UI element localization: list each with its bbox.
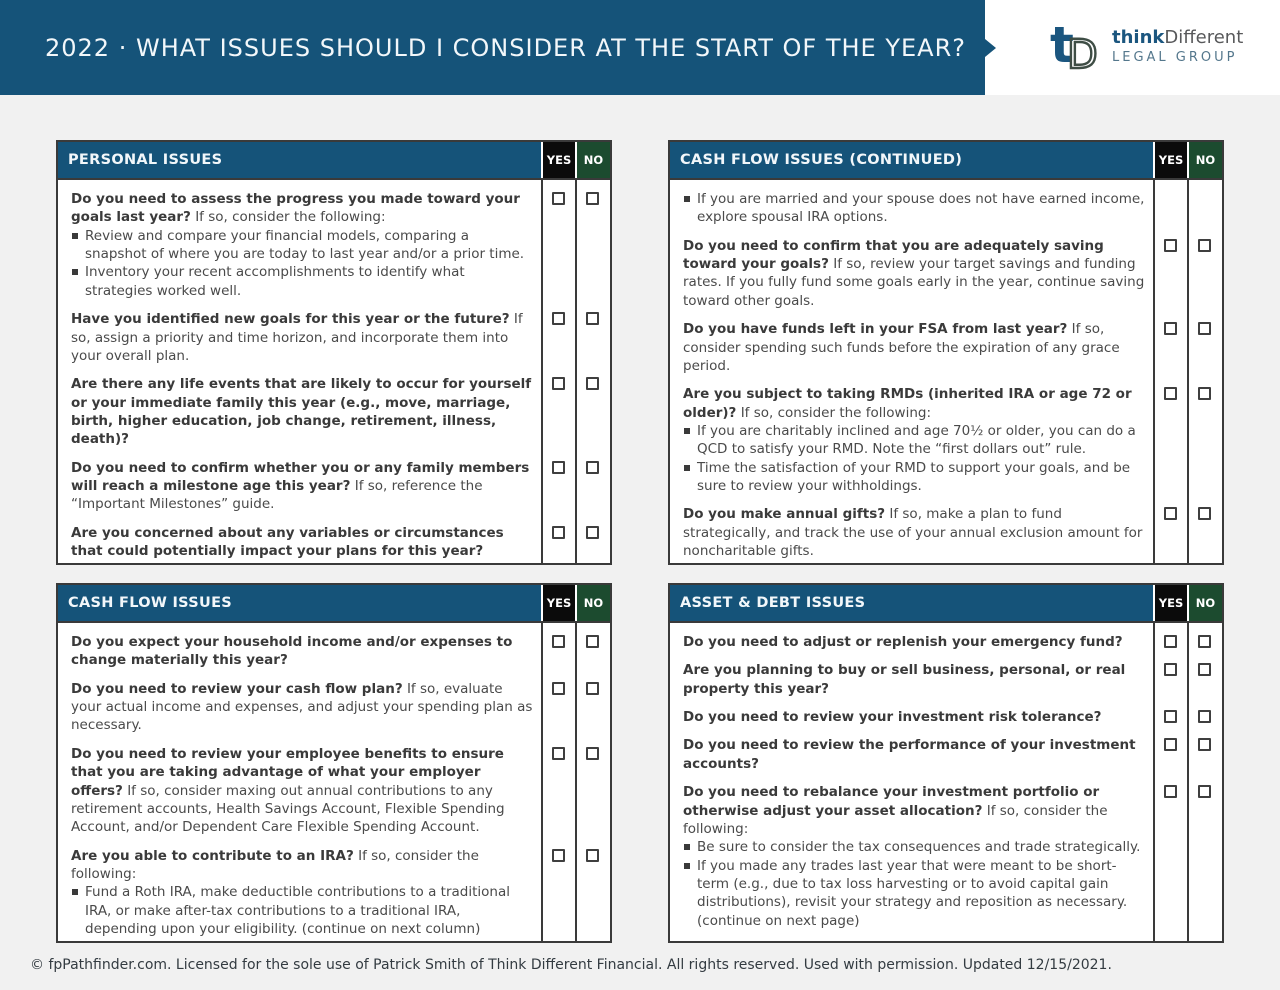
no-column-header: NO	[575, 585, 610, 621]
no-checkbox[interactable]	[586, 849, 599, 862]
question-text	[58, 454, 541, 519]
brand-logo	[1050, 18, 1243, 76]
yes-checkbox[interactable]	[1164, 322, 1177, 335]
question-bold: Do you need to review your investment risk tolerance?	[683, 709, 1102, 726]
sub-bullet	[683, 190, 1145, 227]
question-row	[670, 315, 1222, 380]
column-divider	[1153, 180, 1155, 563]
panel-body-cash-flow-issues	[58, 623, 610, 941]
no-checkbox[interactable]	[1198, 387, 1211, 400]
no-cell	[1187, 315, 1222, 335]
question-detail: If so, consider the following:	[683, 802, 1108, 837]
no-cell	[1187, 500, 1222, 520]
column-divider	[1187, 180, 1189, 563]
column-divider	[575, 180, 577, 563]
no-cell	[1187, 628, 1222, 648]
bullet-text: Inventory your recent accomplishments to identify what strategies worked well.	[85, 264, 465, 299]
title-banner	[0, 0, 985, 95]
yes-cell	[541, 740, 575, 760]
bullet-text: If you are charitably inclined and age 70½ or older, you can do a QCD to satisfy your RMD. Note the “first dollars out” rule.	[697, 422, 1136, 458]
yes-checkbox[interactable]	[1164, 387, 1177, 400]
no-checkbox[interactable]	[586, 377, 599, 390]
question-row	[670, 703, 1222, 731]
yes-cell	[541, 675, 575, 695]
question-text	[58, 305, 541, 370]
bullet-square-icon	[684, 465, 690, 471]
question-text	[670, 656, 1153, 703]
yes-cell	[1153, 656, 1187, 676]
bullet-text: Be sure to consider the tax consequences and trade strategically.	[697, 839, 1141, 856]
question-bold: Do you need to adjust or replenish your emergency fund?	[683, 634, 1123, 650]
panel-title: ASSET & DEBT ISSUES	[670, 585, 1153, 621]
sub-bullet	[683, 422, 1145, 459]
question-row	[58, 842, 610, 941]
bullet-square-icon	[684, 428, 690, 434]
yes-checkbox[interactable]	[1164, 239, 1177, 252]
question-detail: If so, consider the following:	[740, 404, 932, 421]
panel-title: CASH FLOW ISSUES	[58, 585, 541, 621]
bullet-square-icon	[684, 844, 690, 850]
no-cell	[575, 305, 610, 325]
no-cell	[575, 628, 610, 648]
no-checkbox[interactable]	[586, 682, 599, 695]
no-cell	[575, 370, 610, 390]
question-text	[58, 842, 541, 941]
question-row	[670, 731, 1222, 778]
question-text	[670, 703, 1153, 731]
question-bold: Do you need to review your cash flow plan?	[71, 680, 403, 697]
no-checkbox[interactable]	[1198, 738, 1211, 751]
question-detail: If so, assign a priority and time horizon, and incorporate them into your overall plan.	[71, 311, 523, 364]
license-footer: © fpPathfinder.com. Licensed for the sole use of Patrick Smith of Think Different Financial. All rights reserved. Used with permission. Updated 12/15/2021.	[30, 957, 1112, 973]
no-cell	[1187, 656, 1222, 676]
yes-cell	[1153, 731, 1187, 751]
bullet-text: If you are married and your spouse does not have earned income, explore spousal IRA options.	[697, 191, 1145, 226]
no-cell	[575, 454, 610, 474]
question-row	[58, 185, 610, 305]
question-text	[670, 380, 1153, 500]
no-checkbox[interactable]	[586, 461, 599, 474]
question-text	[670, 778, 1153, 935]
question-text	[58, 628, 541, 675]
yes-checkbox[interactable]	[552, 526, 565, 539]
question-row	[670, 628, 1222, 656]
bullet-text: Time the satisfaction of your RMD to support your goals, and be sure to review your withholdings.	[697, 459, 1131, 495]
panel-body-cash-flow-issues-continued	[670, 180, 1222, 563]
question-text	[670, 315, 1153, 380]
yes-cell	[541, 305, 575, 325]
sub-bullet	[71, 227, 533, 264]
sub-bullet	[683, 857, 1145, 930]
no-checkbox[interactable]	[1198, 239, 1211, 252]
question-text	[58, 675, 541, 740]
header-bar	[0, 0, 1280, 95]
yes-cell	[1153, 703, 1187, 723]
question-row	[58, 519, 610, 563]
column-divider	[575, 623, 577, 941]
yes-cell	[541, 185, 575, 205]
yes-checkbox[interactable]	[1164, 710, 1177, 723]
question-text	[58, 519, 541, 563]
bullet-square-icon	[684, 863, 690, 869]
question-text	[58, 740, 541, 842]
question-row	[58, 305, 610, 370]
panel-cash-flow-issues-continued	[668, 140, 1224, 565]
bullet-square-icon	[684, 196, 690, 202]
panel-header-personal-issues	[58, 142, 610, 180]
yes-cell	[1153, 778, 1187, 798]
banner-arrow-icon	[985, 39, 996, 57]
question-detail: If so, consider the following:	[71, 847, 479, 882]
yes-checkbox[interactable]	[552, 747, 565, 760]
svg-text:D: D	[1067, 32, 1098, 76]
panel-cash-flow-issues	[56, 583, 612, 943]
no-cell	[575, 675, 610, 695]
yes-cell	[1153, 315, 1187, 335]
yes-checkbox[interactable]	[552, 635, 565, 648]
question-text	[670, 185, 1153, 232]
question-bold: Do you need to review your employee benefits to ensure that you are taking advantage of what your employer offers?	[71, 745, 504, 799]
question-text	[670, 232, 1153, 315]
no-cell	[1187, 778, 1222, 798]
question-text	[670, 628, 1153, 656]
no-cell	[575, 185, 610, 205]
question-row	[58, 370, 610, 453]
bullet-square-icon	[72, 233, 78, 239]
question-detail: If so, review your target savings and funding rates. If you fully fund some goals early in the year, continue saving toward other goals.	[683, 256, 1145, 309]
panel-asset-debt-issues	[668, 583, 1224, 943]
question-bold: Are you concerned about any variables or circumstances that could potentially impact your plans for this year?	[71, 524, 504, 560]
yes-cell	[541, 519, 575, 539]
panel-body-asset-debt-issues	[670, 623, 1222, 941]
question-bold: Are there any life events that are likely to occur for yourself or your immediate family this year (e.g., move, marriage, birth, higher education, job change, retirement, illness, death)?	[71, 376, 532, 448]
no-checkbox[interactable]	[586, 635, 599, 648]
page-title: 2022 · WHAT ISSUES SHOULD I CONSIDER AT THE START OF THE YEAR?	[45, 33, 967, 62]
yes-cell	[541, 628, 575, 648]
sub-bullet	[71, 263, 533, 300]
logo-wordmark	[1112, 28, 1243, 66]
question-bold: Do you make annual gifts?	[683, 506, 886, 523]
no-column-header: NO	[575, 142, 610, 178]
yes-checkbox[interactable]	[1164, 507, 1177, 520]
question-bold: Have you identified new goals for this year or the future?	[71, 311, 510, 328]
question-text	[670, 500, 1153, 563]
no-cell	[575, 740, 610, 760]
panel-title: PERSONAL ISSUES	[58, 142, 541, 178]
question-detail: If so, reference the “Important Milestones” guide.	[71, 478, 483, 513]
yes-column-header: YES	[1153, 142, 1187, 178]
no-checkbox[interactable]	[1198, 710, 1211, 723]
no-checkbox[interactable]	[586, 747, 599, 760]
panel-header-cash-flow-issues	[58, 585, 610, 623]
question-bold: Do you need to assess the progress you made toward your goals last year?	[71, 191, 520, 226]
no-checkbox[interactable]	[1198, 507, 1211, 520]
bullet-text: Fund a Roth IRA, make deductible contributions to a traditional IRA, or make after-tax contributions to a traditional IRA, depending upon your eligibility. (continue on next column)	[85, 884, 510, 938]
no-cell	[1187, 232, 1222, 252]
yes-checkbox[interactable]	[1164, 663, 1177, 676]
question-detail: If so, consider maxing out annual contributions to any retirement accounts, Health Savings Account, Flexible Spending Account, and/or Dependent Care Flexible Spending Account.	[71, 782, 505, 836]
no-checkbox[interactable]	[1198, 635, 1211, 648]
yes-cell	[1153, 232, 1187, 252]
question-detail: If so, evaluate your actual income and expenses, and adjust your spending plan as necessary.	[71, 680, 533, 734]
column-divider	[541, 180, 543, 563]
yes-checkbox[interactable]	[552, 192, 565, 205]
no-cell	[1187, 731, 1222, 751]
question-bold: Do you need to confirm whether you or any family members will reach a milestone age this year?	[71, 459, 530, 495]
no-checkbox[interactable]	[1198, 785, 1211, 798]
no-cell	[575, 842, 610, 862]
question-detail: If so, consider spending such funds before the expiration of any grace period.	[683, 321, 1120, 374]
yes-checkbox[interactable]	[552, 849, 565, 862]
question-bold: Are you planning to buy or sell business, personal, or real property this year?	[683, 662, 1126, 697]
no-checkbox[interactable]	[586, 192, 599, 205]
question-bold: Do you need to rebalance your investment portfolio or otherwise adjust your asset allocation?	[683, 784, 1100, 819]
yes-cell	[541, 370, 575, 390]
panel-header-cash-flow-issues-continued	[670, 142, 1222, 180]
column-divider	[1187, 623, 1189, 941]
yes-cell	[541, 842, 575, 862]
column-divider	[541, 623, 543, 941]
question-bold: Do you expect your household income and/or expenses to change materially this year?	[71, 634, 513, 669]
yes-checkbox[interactable]	[552, 682, 565, 695]
panel-personal-issues	[56, 140, 612, 565]
question-row	[670, 656, 1222, 703]
no-checkbox[interactable]	[586, 312, 599, 325]
yes-cell	[1153, 500, 1187, 520]
question-detail: If so, consider the following:	[195, 209, 386, 226]
yes-column-header: YES	[541, 142, 575, 178]
question-row	[670, 778, 1222, 935]
no-cell	[1187, 380, 1222, 400]
question-detail: If so, make a plan to fund strategically, and track the use of your annual exclusion amount for noncharitable gifts.	[683, 506, 1143, 560]
question-row	[670, 500, 1222, 563]
no-column-header: NO	[1187, 142, 1222, 178]
logo-monogram-icon	[1050, 18, 1104, 76]
no-cell	[1187, 703, 1222, 723]
yes-checkbox[interactable]	[1164, 785, 1177, 798]
yes-column-header: YES	[1153, 585, 1187, 621]
sub-bullet	[71, 883, 533, 938]
yes-column-header: YES	[541, 585, 575, 621]
column-divider	[1153, 623, 1155, 941]
question-bold: Do you need to review the performance of your investment accounts?	[683, 737, 1136, 772]
panel-title: CASH FLOW ISSUES (CONTINUED)	[670, 142, 1153, 178]
panel-body-personal-issues	[58, 180, 610, 563]
sub-bullet	[683, 838, 1145, 856]
logo-brand-bold: think	[1112, 27, 1165, 49]
yes-cell	[1153, 380, 1187, 400]
question-text	[58, 370, 541, 453]
bullet-text: If you made any trades last year that were meant to be short-term (e.g., due to tax loss harvesting or to avoid capital gain distributions), revisit your strategy and reposition as necessary. (continue on next page)	[697, 857, 1128, 929]
yes-checkbox[interactable]	[1164, 738, 1177, 751]
question-row	[670, 232, 1222, 315]
yes-checkbox[interactable]	[552, 312, 565, 325]
svg-text:t: t	[1050, 18, 1074, 74]
question-text	[670, 731, 1153, 778]
question-row	[58, 740, 610, 842]
yes-cell	[1153, 628, 1187, 648]
yes-cell	[541, 454, 575, 474]
question-bold: Do you have funds left in your FSA from last year?	[683, 321, 1068, 338]
yes-checkbox[interactable]	[552, 461, 565, 474]
no-checkbox[interactable]	[1198, 322, 1211, 335]
panel-header-asset-debt-issues	[670, 585, 1222, 623]
question-bold: Are you subject to taking RMDs (inherited IRA or age 72 or older)?	[683, 386, 1132, 421]
bullet-text: Review and compare your financial models, comparing a snapshot of where you are today to last year and/or a prior time.	[85, 227, 525, 263]
no-cell	[575, 519, 610, 539]
yes-checkbox[interactable]	[552, 377, 565, 390]
yes-checkbox[interactable]	[1164, 635, 1177, 648]
bullet-square-icon	[72, 269, 78, 275]
logo-brand-light: Different	[1164, 27, 1244, 49]
question-text	[58, 185, 541, 305]
bullet-square-icon	[72, 889, 78, 895]
no-column-header: NO	[1187, 585, 1222, 621]
sub-bullet	[683, 459, 1145, 496]
question-bold: Are you able to contribute to an IRA?	[71, 847, 354, 864]
no-checkbox[interactable]	[586, 526, 599, 539]
logo-subtitle: LEGAL GROUP	[1112, 49, 1238, 65]
question-row	[58, 628, 610, 675]
question-row	[58, 675, 610, 740]
question-row	[670, 380, 1222, 500]
question-bold: Do you need to confirm that you are adequately saving toward your goals?	[683, 237, 1104, 273]
question-row	[58, 454, 610, 519]
question-row	[670, 185, 1222, 232]
no-checkbox[interactable]	[1198, 663, 1211, 676]
